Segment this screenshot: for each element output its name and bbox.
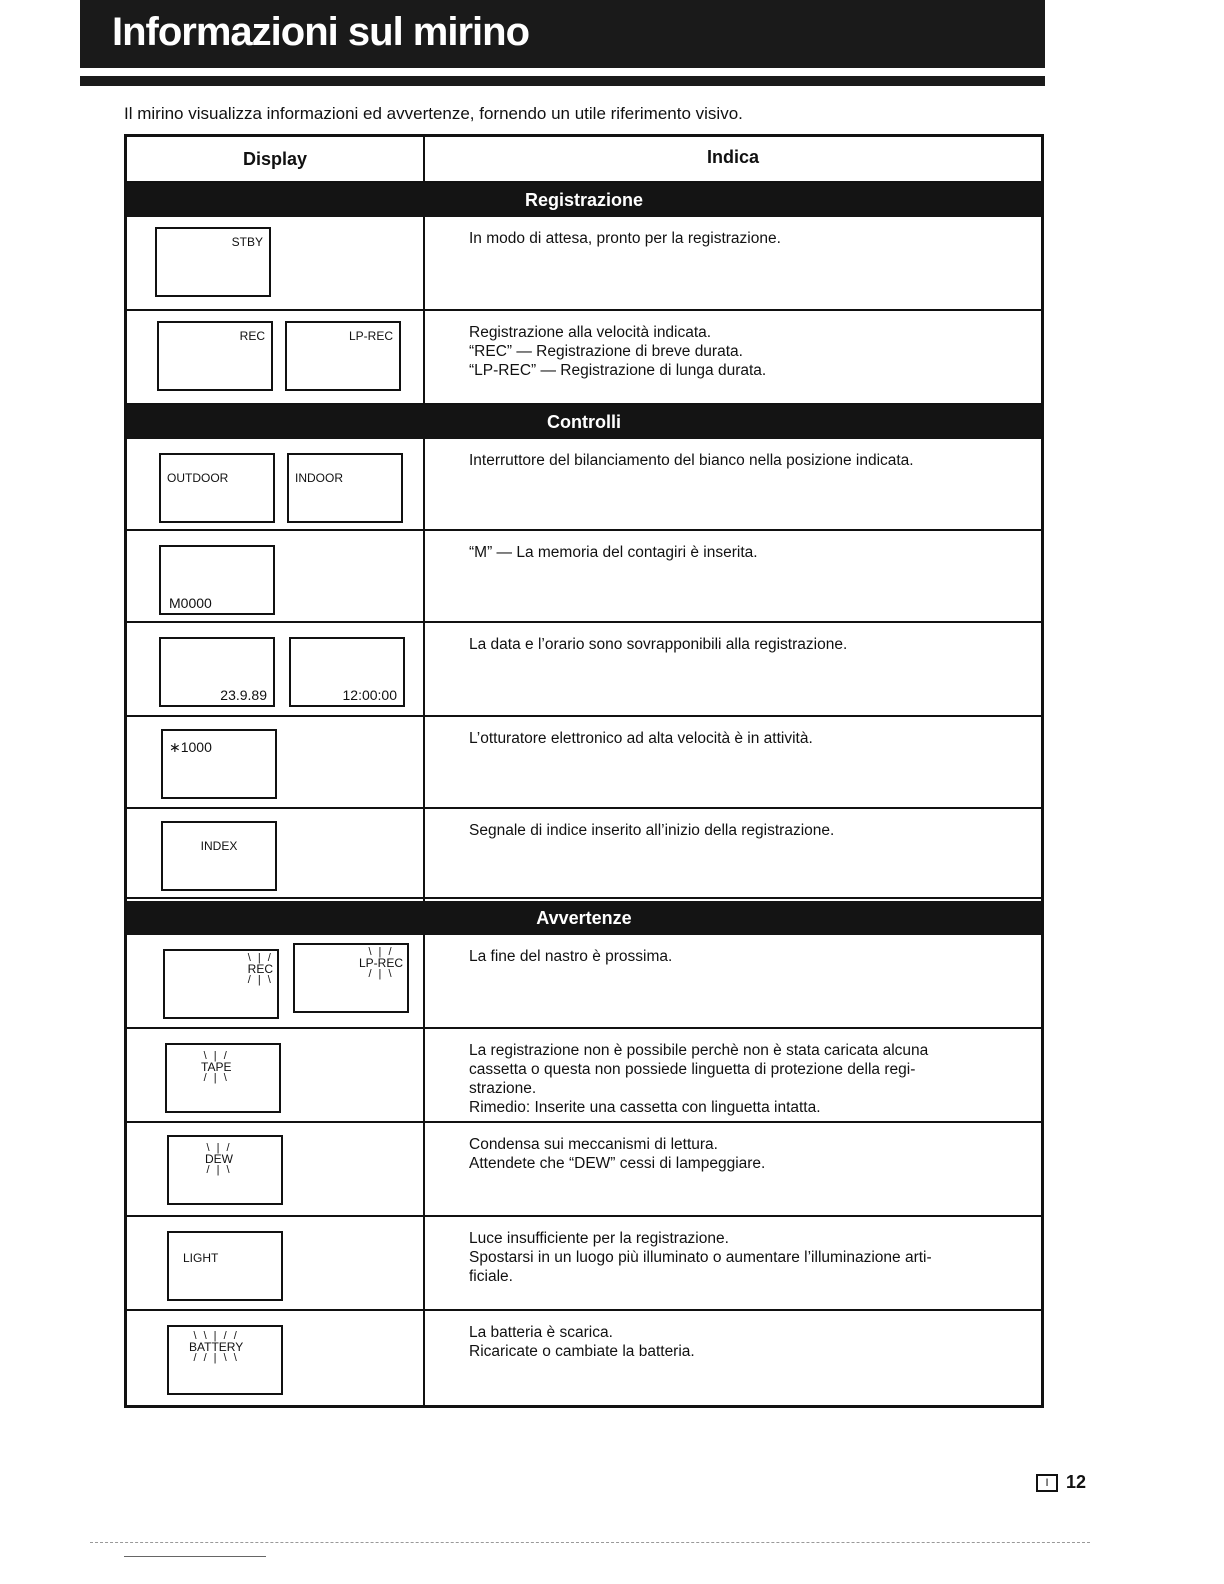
row-description: La data e l’orario sono sovrapponibili alla registrazione.	[469, 636, 848, 653]
viewfinder-screen	[159, 545, 275, 615]
viewfinder-screen	[167, 1325, 283, 1395]
description-line: Luce insufficiente per la registrazione.	[469, 1230, 729, 1247]
display-label: INDOOR	[295, 471, 343, 485]
table-row	[127, 217, 1041, 311]
description-line: La batteria è scarica.	[469, 1324, 613, 1341]
viewfinder-screen	[167, 1231, 283, 1301]
table-row	[127, 439, 1041, 531]
table-row	[127, 1029, 1041, 1123]
viewfinder-screen	[165, 1043, 281, 1113]
row-description: Interruttore del bilanciamento del bianco nella posizione indicata.	[469, 452, 914, 469]
table-row	[127, 1217, 1041, 1311]
viewfinder-screen	[157, 321, 273, 391]
description-line: “REC” — Registrazione di breve durata.	[469, 343, 743, 360]
table-row	[127, 935, 1041, 1029]
intro-text: Il mirino visualizza informazioni ed avvertenze, fornendo un utile riferimento visivo.	[124, 104, 743, 123]
table-row	[127, 1123, 1041, 1217]
description-line: La registrazione non è possibile perchè non è stata caricata alcuna	[469, 1042, 929, 1059]
table-row	[127, 717, 1041, 809]
display-label: LP-REC	[348, 329, 393, 343]
display-label: BATTERY	[189, 1340, 244, 1354]
blink-rays-icon: \ | /	[206, 1142, 232, 1154]
description-line: Attendete che “DEW” cessi di lampeggiare.	[469, 1155, 766, 1172]
display-label: REC	[247, 962, 273, 976]
row-description: Segnale di indice inserito all’inizio della registrazione.	[469, 822, 835, 839]
row-description	[469, 1041, 1001, 1117]
blink-rays-icon: \ \ | / /	[193, 1330, 239, 1342]
blinking-indicator	[248, 953, 273, 986]
row-description	[469, 1135, 1001, 1173]
title-rule	[80, 76, 1045, 86]
footer-divider	[90, 1542, 1090, 1543]
row-description: In modo di attesa, pronto per la registrazione.	[469, 230, 781, 247]
viewfinder-screen	[161, 729, 277, 799]
viewfinder-screen	[163, 949, 279, 1019]
blink-rays-icon: / | \	[203, 1072, 229, 1084]
page-title: Informazioni sul mirino	[112, 10, 530, 54]
display-label: 23.9.89	[220, 687, 267, 703]
row-description	[469, 323, 1001, 380]
display-label: 12:00:00	[342, 687, 397, 703]
description-line: Ricaricate o cambiate la batteria.	[469, 1343, 695, 1360]
display-label: REC	[239, 329, 265, 343]
blink-rays-icon: / | \	[368, 968, 394, 980]
blink-rays-icon: / | \	[247, 974, 273, 986]
row-description: “M” — La memoria del contagiri è inserita.	[469, 544, 758, 561]
header-indica: Indica	[706, 147, 759, 167]
viewfinder-table	[124, 134, 1044, 1408]
row-description: La fine del nastro è prossima.	[469, 948, 673, 965]
table-row	[127, 531, 1041, 623]
page-number: 12	[1066, 1472, 1087, 1492]
table-row	[127, 1311, 1041, 1405]
description-line: strazione.	[469, 1080, 537, 1097]
viewfinder-screen	[161, 821, 277, 891]
table-row	[127, 809, 1041, 899]
viewfinder-screen	[159, 453, 275, 523]
display-label: M0000	[169, 595, 212, 611]
row-description	[469, 1323, 1001, 1361]
display-label: TAPE	[201, 1060, 232, 1074]
display-label: DEW	[205, 1152, 233, 1166]
footer-rule	[124, 1556, 266, 1557]
blinking-indicator	[201, 1051, 231, 1084]
table-row	[127, 623, 1041, 717]
viewfinder-screen	[287, 453, 403, 523]
description-line: Spostarsi in un luogo più illuminato o aumentare l’illuminazione arti-	[469, 1249, 932, 1266]
blink-rays-icon: \ | /	[247, 952, 273, 964]
description-line: ficiale.	[469, 1268, 513, 1285]
section-avvertenze: Avvertenze	[127, 901, 1041, 935]
blink-rays-icon: / | \	[206, 1164, 232, 1176]
blink-rays-icon: / / | \ \	[193, 1352, 239, 1364]
blink-rays-icon: \ | /	[203, 1050, 229, 1062]
language-mark: I	[1036, 1474, 1058, 1492]
display-label: LIGHT	[183, 1251, 219, 1265]
description-line: “LP-REC” — Registrazione di lunga durata.	[469, 362, 767, 379]
display-label: OUTDOOR	[167, 471, 229, 485]
description-line: cassetta o questa non possiede linguetta di protezione della regi-	[469, 1061, 916, 1078]
display-label: LP-REC	[358, 956, 403, 970]
viewfinder-screen	[159, 637, 275, 707]
header-display: Display	[242, 149, 308, 169]
section-registrazione: Registrazione	[127, 183, 1041, 217]
blinking-indicator	[359, 947, 403, 980]
row-description: L’otturatore elettronico ad alta velocità è in attività.	[469, 730, 813, 747]
section-controlli: Controlli	[127, 405, 1041, 439]
description-line: Condensa sui meccanismi di lettura.	[469, 1136, 718, 1153]
viewfinder-screen	[285, 321, 401, 391]
display-label: STBY	[231, 235, 263, 249]
viewfinder-screen	[155, 227, 271, 297]
blinking-indicator	[189, 1331, 243, 1364]
description-line: Registrazione alla velocità indicata.	[469, 324, 712, 341]
blink-rays-icon: \ | /	[368, 946, 394, 958]
table-header	[127, 137, 1041, 183]
blinking-indicator	[205, 1143, 233, 1176]
row-description	[469, 1229, 1001, 1286]
table-row	[127, 311, 1041, 405]
viewfinder-screen	[167, 1135, 283, 1205]
display-label: ∗1000	[169, 739, 212, 755]
viewfinder-screen	[289, 637, 405, 707]
viewfinder-screen	[293, 943, 409, 1013]
description-line: Rimedio: Inserite una cassetta con linguetta intatta.	[469, 1099, 821, 1116]
display-label: INDEX	[200, 839, 238, 853]
